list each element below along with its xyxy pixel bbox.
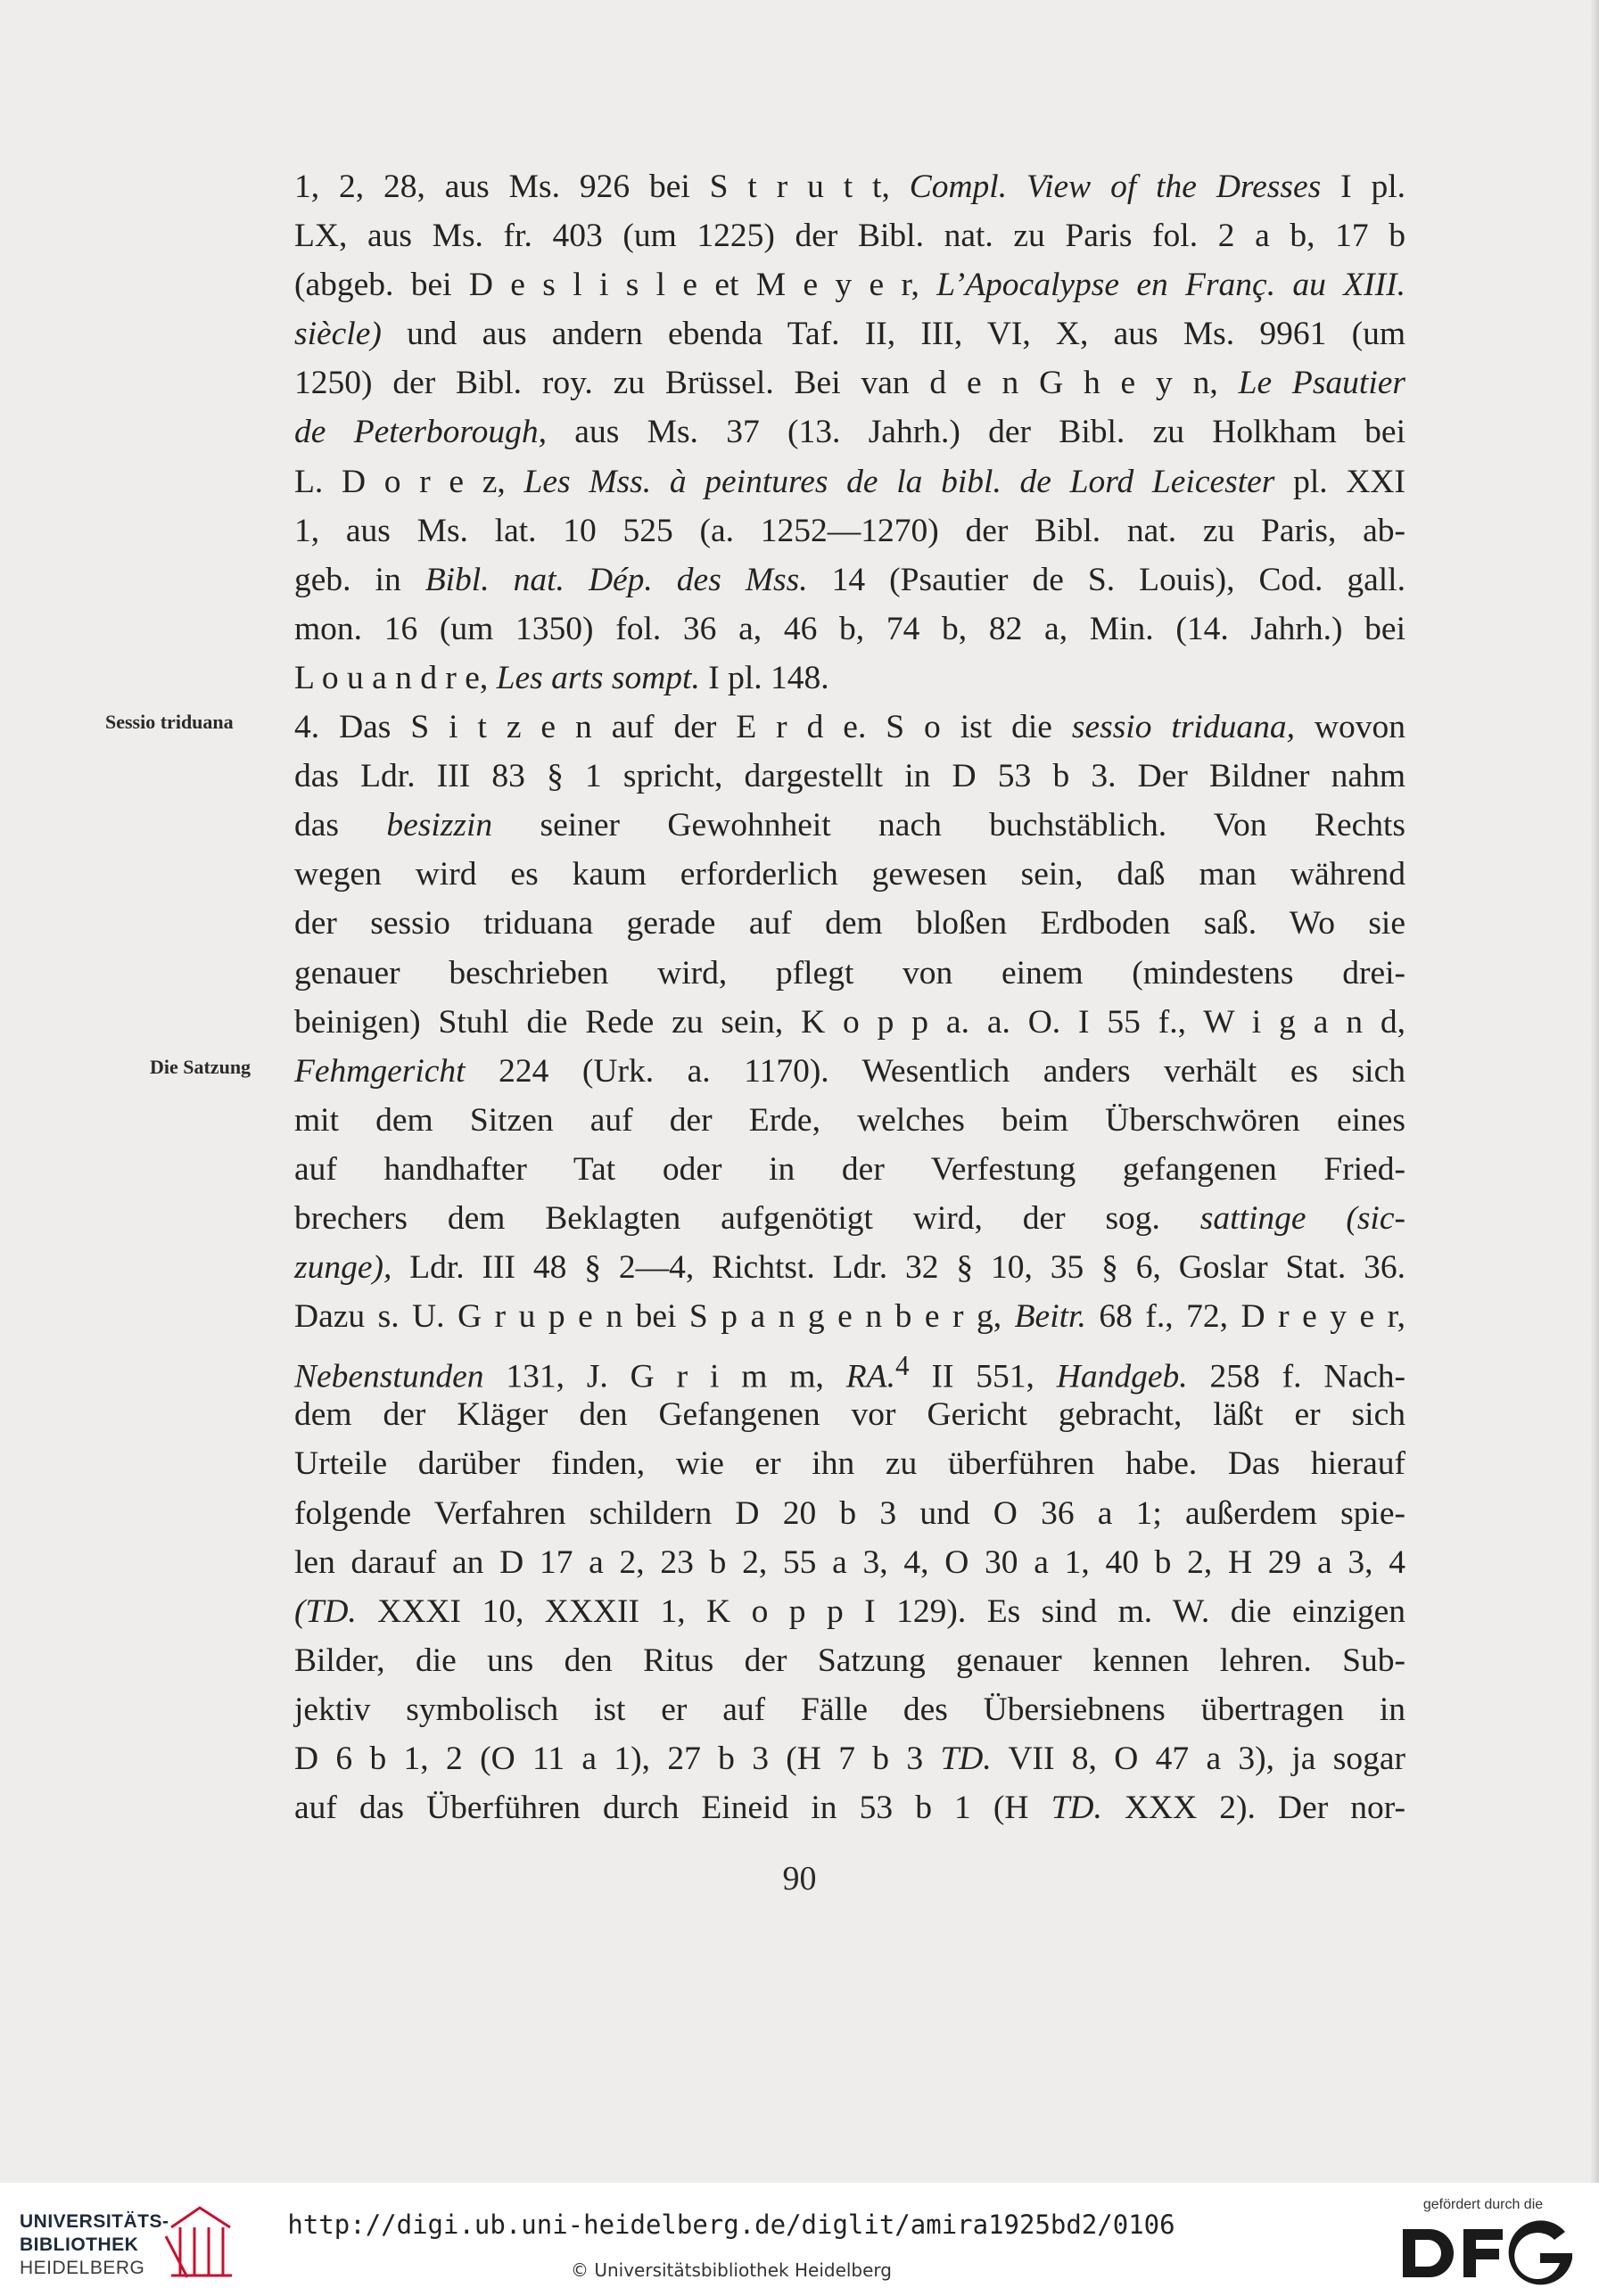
library-emblem-icon <box>161 2201 237 2279</box>
text-line: auf handhafter Tat oder in der Verfestung gefangenen Fried- <box>294 1150 1405 1188</box>
text-line: das besizzin seiner Gewohnheit nach buchstäblich. Von Rechts <box>294 807 1405 844</box>
text-line: beinigen) Stuhl die Rede zu sein, K o p p a. a. O. I 55 f., W i g a n d, <box>294 1003 1405 1041</box>
funder-note: gefördert durch die <box>1422 2197 1544 2212</box>
text-line: L. D o r e z, Les Mss. à peintures de la bibl. de Lord Leicester pl. XXI <box>294 463 1406 500</box>
text-line: folgende Verfahren schildern D 20 b 3 und O 36 a 1; außerdem spie- <box>294 1494 1405 1532</box>
library-logo[interactable] <box>20 2201 234 2279</box>
text-line: (TD. XXXI 10, XXXII 1, K o p p I 129). Es sind m. W. die einzigen <box>294 1592 1405 1630</box>
text-line: auf das Überführen durch Eineid in 53 b 1 (H TD. XXX 2). Der nor- <box>294 1790 1406 1827</box>
text-line: dem der Kläger den Gefangenen vor Gericht gebracht, läßt er sich <box>294 1396 1405 1434</box>
dfg-logo-icon[interactable] <box>1396 2220 1574 2286</box>
text-line: de Peterborough, aus Ms. 37 (13. Jahrh.) der Bibl. zu Holkham bei <box>294 414 1405 451</box>
text-line: mit dem Sitzen auf der Erde, welches beim Überschwören eines <box>294 1101 1405 1139</box>
text-line: mon. 16 (um 1350) fol. 36 a, 46 b, 74 b, 82 a, Min. (14. Jahrh.) bei <box>294 610 1405 647</box>
page-edge-shadow <box>1590 0 1599 2183</box>
text-line: 1, 2, 28, aus Ms. 926 bei S t r u t t, Compl. View of the Dresses I pl. <box>294 169 1405 205</box>
margin-note-die-satzung: Die Satzung <box>150 1056 251 1078</box>
text-line: Dazu s. U. G r u p e n bei S p a n g e n b e r g, Beitr. 68 f., 72, D r e y e r, <box>294 1298 1405 1336</box>
page-number: 90 <box>782 1860 817 1897</box>
footer-bar <box>0 2183 1599 2296</box>
library-name-line3: HEIDELBERG <box>20 2258 145 2278</box>
text-line: das Ldr. III 83 § 1 spricht, dargestellt in D 53 b 3. Der Bildner nahm <box>294 758 1405 795</box>
text-line: 1250) der Bibl. roy. zu Brüssel. Bei van d e n G h e y n, Le Psautier <box>294 365 1406 402</box>
text-line: (abgeb. bei D e s l i s l e et M e y e r, L’Apocalypse en Franç. au XIII. <box>294 267 1405 304</box>
text-line: 1, aus Ms. lat. 10 525 (a. 1252—1270) der Bibl. nat. zu Paris, ab- <box>294 512 1405 549</box>
copyright-notice: © Universitätsbibliothek Heidelberg <box>570 2259 892 2281</box>
body-text <box>294 162 1405 1832</box>
text-line: geb. in Bibl. nat. Dép. des Mss. 14 (Psautier de S. Louis), Cod. gall. <box>294 561 1405 598</box>
text-line: wegen wird es kaum erforderlich gewesen sein, daß man während <box>294 856 1405 893</box>
margin-note-sessio-triduana: Sessio triduana <box>105 711 234 733</box>
text-line: D 6 b 1, 2 (O 11 a 1), 27 b 3 (H 7 b 3 TD. VII 8, O 47 a 3), ja sogar <box>294 1741 1405 1777</box>
text-line: len darauf an D 17 a 2, 23 b 2, 55 a 3, 4, O 30 a 1, 40 b 2, H 29 a 3, 4 <box>294 1543 1405 1581</box>
text-line: zunge), Ldr. III 48 § 2—4, Richtst. Ldr. 32 § 10, 35 § 6, Goslar Stat. 36. <box>294 1249 1405 1287</box>
library-name-line1: UNIVERSITÄTS- <box>20 2211 169 2232</box>
text-line: Fehmgericht 224 (Urk. a. 1170). Wesentlich anders verhält es sich <box>294 1052 1405 1090</box>
text-line: L o u a n d r e, Les arts sompt. I pl. 148. <box>294 659 829 696</box>
text-line: jektiv symbolisch ist er auf Fälle des Übersiebnens übertragen in <box>294 1691 1405 1728</box>
text-line: Bilder, die uns den Ritus der Satzung genauer kennen lehren. Sub- <box>294 1642 1405 1679</box>
text-line: Urteile darüber finden, wie er ihn zu überführen habe. Das hierauf <box>294 1445 1405 1483</box>
text-line: 4. Das S i t z e n auf der E r d e. S o ist die sessio triduana, wovon <box>294 709 1405 746</box>
text-line: Nebenstunden 131, J. G r i m m, RA.$^4$ II 551, Handgeb. 258 f. Nach- <box>294 1350 1405 1395</box>
text-line: genauer beschrieben wird, pflegt von einem (mindestens drei- <box>294 954 1405 992</box>
page-url-link[interactable]: http://digi.ub.uni-heidelberg.de/diglit/amira1925bd2/0106 <box>287 2210 1175 2240</box>
text-line: LX, aus Ms. fr. 403 (um 1225) der Bibl. nat. zu Paris fol. 2 a b, 17 b <box>294 218 1405 255</box>
text-line: siècle) und aus andern ebenda Taf. II, III, VI, X, aus Ms. 9961 (um <box>294 316 1405 353</box>
text-line: brechers dem Beklagten aufgenötigt wird, der sog. sattinge (sic- <box>294 1199 1405 1237</box>
library-name-line2: BIBLIOTHEK <box>20 2234 139 2255</box>
text-line: der sessio triduana gerade auf dem bloßen Erdboden saß. Wo sie <box>294 905 1405 942</box>
